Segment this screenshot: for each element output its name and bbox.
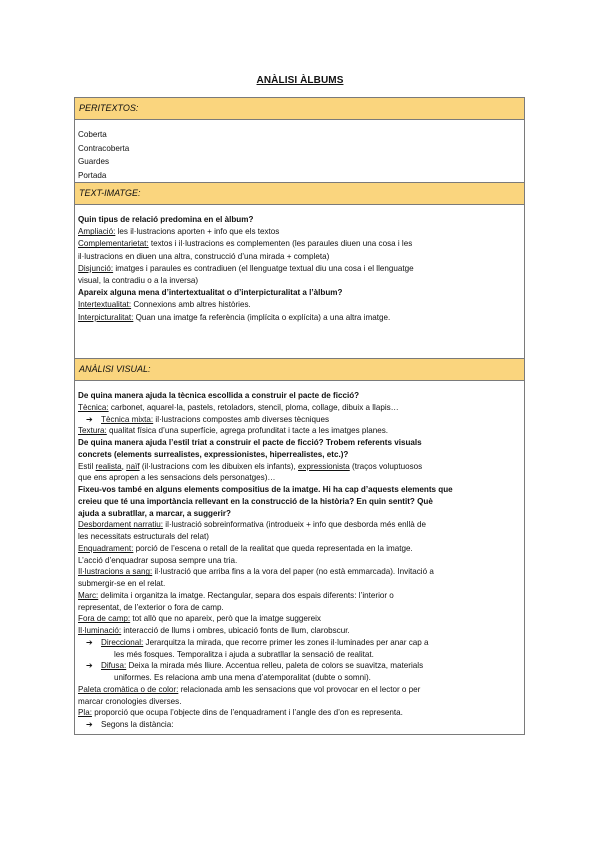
question: De quina manera ajuda la tècnica escollida a construir el pacte de ficció? — [78, 391, 360, 400]
sub-item-continuation: uniformes. Es relaciona amb una mena d’atemporalitat (dubte o somni). — [114, 673, 371, 682]
text: Estil — [78, 461, 96, 471]
definition-text: relacionada amb les sensacions que vol provocar en el lector o per — [178, 684, 421, 694]
analisi-visual-body — [75, 381, 524, 734]
definition-line: il·lustracions en diuen una altra, construcció d’una mirada + completa) — [78, 251, 330, 261]
definition-line — [78, 707, 521, 719]
term: Direccional: — [101, 637, 144, 647]
definition-text: carbonet, aquarel·la, pastels, retoladors, stencil, ploma, collage, dibuix a llapis… — [108, 402, 399, 412]
question: creieu que té una importància rellevant en la construcció de la història? En quin sentit? Què — [78, 496, 433, 506]
term: Desbordament narratiu: — [78, 520, 164, 530]
term: Pla: — [78, 708, 92, 718]
sub-item — [78, 660, 521, 672]
definition-line: visual, la contradiu o a la inversa) — [78, 276, 199, 286]
arrow-right-icon: ➔ — [86, 414, 93, 424]
definition-line — [78, 238, 521, 250]
term: Paleta cromàtica o de color: — [78, 684, 179, 694]
question: Apareix alguna mena d’intertextualitat o d’interpicturalitat a l’àlbum? — [78, 288, 343, 298]
definition-line: les necessitats estructurals del relat) — [78, 532, 209, 541]
text: (il·lustracions com les dibuixen els infants), — [139, 461, 298, 471]
definition-text: tot allò que no apareix, però que la imatge suggereix — [130, 614, 321, 624]
definition-line — [78, 543, 521, 555]
definition-line — [78, 519, 521, 531]
definition-text: interacció de llums i ombres, ubicació fonts de llum, clarobscur. — [121, 626, 350, 635]
definition-text: qualitat física d’una superfície, agrega profunditat i tacte a les imatges planes. — [106, 426, 388, 436]
definition-text: proporció que ocupa l’objecte dins de l’enquadrament i l’angle des d’on es representa. — [91, 708, 403, 718]
question: Quin tipus de relació predomina en el àlbum? — [78, 215, 254, 224]
list-item: Portada — [78, 170, 107, 180]
definition-text: textos i il·lustracions es complementen (les paraules diuen una cosa i les — [148, 239, 413, 249]
term: Ampliació: — [78, 227, 116, 237]
analysis-table — [74, 97, 525, 735]
definition-line — [78, 263, 521, 275]
question: ajuda a subratllar, a marcar, a suggerir? — [78, 508, 231, 518]
question: Fixeu-vos també en alguns elements compositius de la imatge. Hi ha cap d’aquests elements que — [78, 485, 453, 494]
term: Tècnica mixta: — [101, 414, 154, 424]
question: concrets (elements surrealistes, expressionistes, hiperrealistes, etc.)? — [78, 449, 349, 459]
analisi-visual-heading: ANÀLISI VISUAL: — [75, 359, 524, 381]
arrow-right-icon: ➔ — [86, 720, 93, 729]
arrow-right-icon: ➔ — [86, 661, 93, 671]
term: Fora de camp: — [78, 614, 131, 624]
term: expressionista — [298, 461, 350, 471]
definition-line: representat, de l’exterior o fora de camp. — [78, 602, 224, 612]
definition-text: Jerarquitza la mirada, que recorre primer les zones il·luminades per anar cap a — [143, 637, 429, 647]
definition-line — [78, 226, 521, 238]
definition-text: il·lustracions compostes amb diverses tècniques — [153, 414, 330, 424]
term: Complementarietat: — [78, 239, 149, 249]
term: Difusa: — [101, 661, 127, 671]
term: naïf — [126, 461, 140, 471]
definition-text: Connexions amb altres històries. — [131, 300, 251, 310]
term: Textura: — [78, 426, 107, 436]
definition-line — [78, 461, 521, 473]
peritextos-body — [75, 120, 524, 183]
definition-line — [78, 684, 521, 696]
definition-line — [78, 299, 521, 311]
definition-line — [78, 566, 521, 578]
arrow-right-icon: ➔ — [86, 637, 93, 647]
term: Il·lustracions a sang: — [78, 567, 153, 577]
definition-line: que ens apropen a les sensacions dels personatges)… — [78, 473, 276, 483]
sub-item-label: Segons la distància: — [101, 720, 174, 729]
definition-text: delimita i organitza la imatge. Rectangular, separa dos espais diferents: l’interior o — [98, 590, 394, 600]
peritextos-heading: PERITEXTOS: — [75, 98, 524, 120]
term: Marc: — [78, 590, 99, 600]
sub-item-continuation: les més fosques. Temporalitza i ajuda a subratllar la sensació de realitat. — [114, 649, 374, 659]
list-item: Contracoberta — [78, 143, 130, 153]
term: Intertextualitat: — [78, 300, 132, 310]
definition-line: L’acció d’enquadrar suposa sempre una tria. — [78, 555, 238, 565]
definition-text: imatges i paraules es contradiuen (el llenguatge textual diu una cosa i el llenguatge — [113, 263, 414, 273]
definition-line — [78, 402, 521, 414]
question: De quina manera ajuda l’estil triat a construir el pacte de ficció? Trobem referents visuals — [78, 438, 422, 447]
definition-line — [78, 613, 521, 625]
definition-text: il·lustració que arriba fins a la vora del paper (no està emmarcada). Invitació a — [152, 567, 434, 577]
list-item: Coberta — [78, 130, 107, 139]
text-imatge-heading: TEXT-IMATGE: — [75, 183, 524, 205]
sub-item — [78, 414, 521, 426]
text: , — [121, 461, 127, 471]
definition-text: porció de l’escena o retall de la realitat que queda representada en la imatge. — [133, 543, 413, 553]
definition-text: Deixa la mirada més lliure. Accentua relleu, paleta de colors se suavitza, materials — [126, 661, 424, 671]
term: Il·luminació: — [78, 626, 122, 635]
sub-item — [78, 637, 521, 649]
definition-line: marcar cronologies diverses. — [78, 696, 182, 706]
term: Tècnica: — [78, 402, 109, 412]
text-imatge-body — [75, 205, 524, 359]
definition-line — [78, 425, 521, 437]
term: Disjunció: — [78, 263, 114, 273]
definition-line — [78, 590, 521, 602]
term: Interpicturalitat: — [78, 312, 134, 322]
list-item: Guardes — [78, 157, 110, 166]
sub-item — [78, 719, 521, 731]
definition-line: submergir-se en el relat. — [78, 579, 166, 588]
document-title: ANÀLISI ÀLBUMS — [256, 75, 344, 86]
term: realista — [95, 461, 122, 471]
text: (traços voluptuosos — [349, 461, 423, 471]
definition-text: il·lustració sobreinformativa (introdueix + info que desborda més enllà de — [163, 520, 426, 530]
term: Enquadrament: — [78, 543, 134, 553]
definition-line — [78, 312, 521, 324]
definition-text: les il·lustracions aporten + info que els textos — [115, 227, 280, 237]
definition-text: Quan una imatge fa referència (implícita o explícita) a una altra imatge. — [133, 312, 391, 322]
definition-line — [78, 625, 521, 637]
